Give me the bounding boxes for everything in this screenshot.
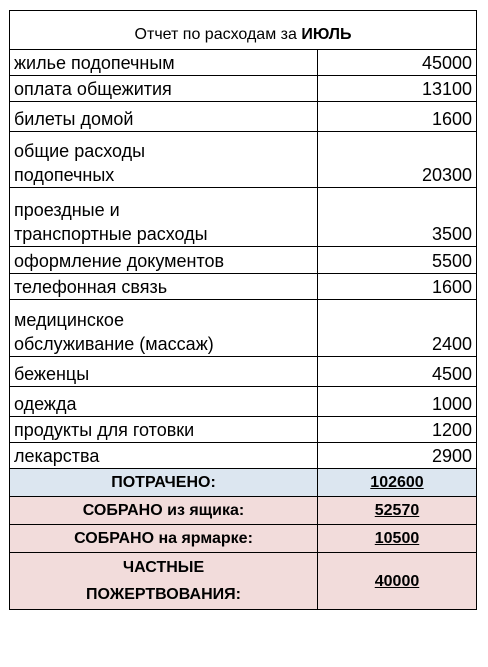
expense-row: [10, 50, 477, 76]
expense-label: билеты домой: [10, 102, 318, 132]
expense-amount: 45000: [318, 50, 477, 76]
collected-fair-label: СОБРАНО на ярмарке:: [10, 525, 318, 553]
expense-row: [10, 132, 477, 188]
expense-row: [10, 300, 477, 357]
expense-label: продукты для готовки: [10, 417, 318, 443]
expense-amount: 3500: [318, 188, 477, 247]
title-prefix: Отчет по расходам за: [134, 26, 302, 43]
collected-fair-row: [10, 525, 477, 553]
expense-label: оформление документов: [10, 247, 318, 274]
expense-row: [10, 274, 477, 300]
expense-amount: 1600: [318, 102, 477, 132]
spent-row: [10, 469, 477, 497]
expense-label: оплата общежития: [10, 76, 318, 102]
expense-label: [10, 188, 318, 247]
expense-label: лекарства: [10, 443, 318, 469]
expense-amount: 1600: [318, 274, 477, 300]
collected-box-label: СОБРАНО из ящика:: [10, 497, 318, 525]
expense-label-line2: подопечных: [14, 165, 115, 185]
spent-amount: 102600: [318, 469, 477, 497]
expense-amount: 20300: [318, 132, 477, 188]
expense-label: жилье подопечным: [10, 50, 318, 76]
private-donations-row: [10, 553, 477, 610]
report-title: [10, 11, 477, 50]
expense-label-line1: проездные и: [14, 200, 120, 220]
expense-amount: 4500: [318, 357, 477, 387]
private-donations-label-line2: ПОЖЕРТВОВАНИЯ:: [86, 586, 241, 603]
expense-amount: 5500: [318, 247, 477, 274]
report-title-row: [10, 11, 477, 50]
expense-row: [10, 247, 477, 274]
expense-row: [10, 102, 477, 132]
expense-label-line2: обслуживание (массаж): [14, 334, 214, 354]
collected-box-row: [10, 497, 477, 525]
expense-row: [10, 188, 477, 247]
expense-row: [10, 357, 477, 387]
collected-fair-amount: 10500: [318, 525, 477, 553]
spent-label: ПОТРАЧЕНО:: [10, 469, 318, 497]
expense-label-line1: медицинское: [14, 310, 124, 330]
expense-label: [10, 132, 318, 188]
expense-amount: 1200: [318, 417, 477, 443]
expense-label-line1: общие расходы: [14, 141, 146, 161]
collected-box-amount: 52570: [318, 497, 477, 525]
expense-row: [10, 387, 477, 417]
expense-amount: 1000: [318, 387, 477, 417]
expense-label: [10, 300, 318, 357]
expense-label: одежда: [10, 387, 318, 417]
title-month: ИЮЛЬ: [301, 26, 352, 43]
expense-row: [10, 443, 477, 469]
expense-report-table: [9, 10, 477, 610]
private-donations-label-line1: ЧАСТНЫЕ: [122, 559, 205, 576]
private-donations-label: [10, 553, 318, 610]
expense-amount: 2400: [318, 300, 477, 357]
expense-row: [10, 76, 477, 102]
expense-row: [10, 417, 477, 443]
expense-label: беженцы: [10, 357, 318, 387]
expense-amount: 13100: [318, 76, 477, 102]
expense-label: телефонная связь: [10, 274, 318, 300]
expense-amount: 2900: [318, 443, 477, 469]
expense-label-line2: транспортные расходы: [14, 224, 208, 244]
private-donations-amount: 40000: [318, 553, 477, 610]
